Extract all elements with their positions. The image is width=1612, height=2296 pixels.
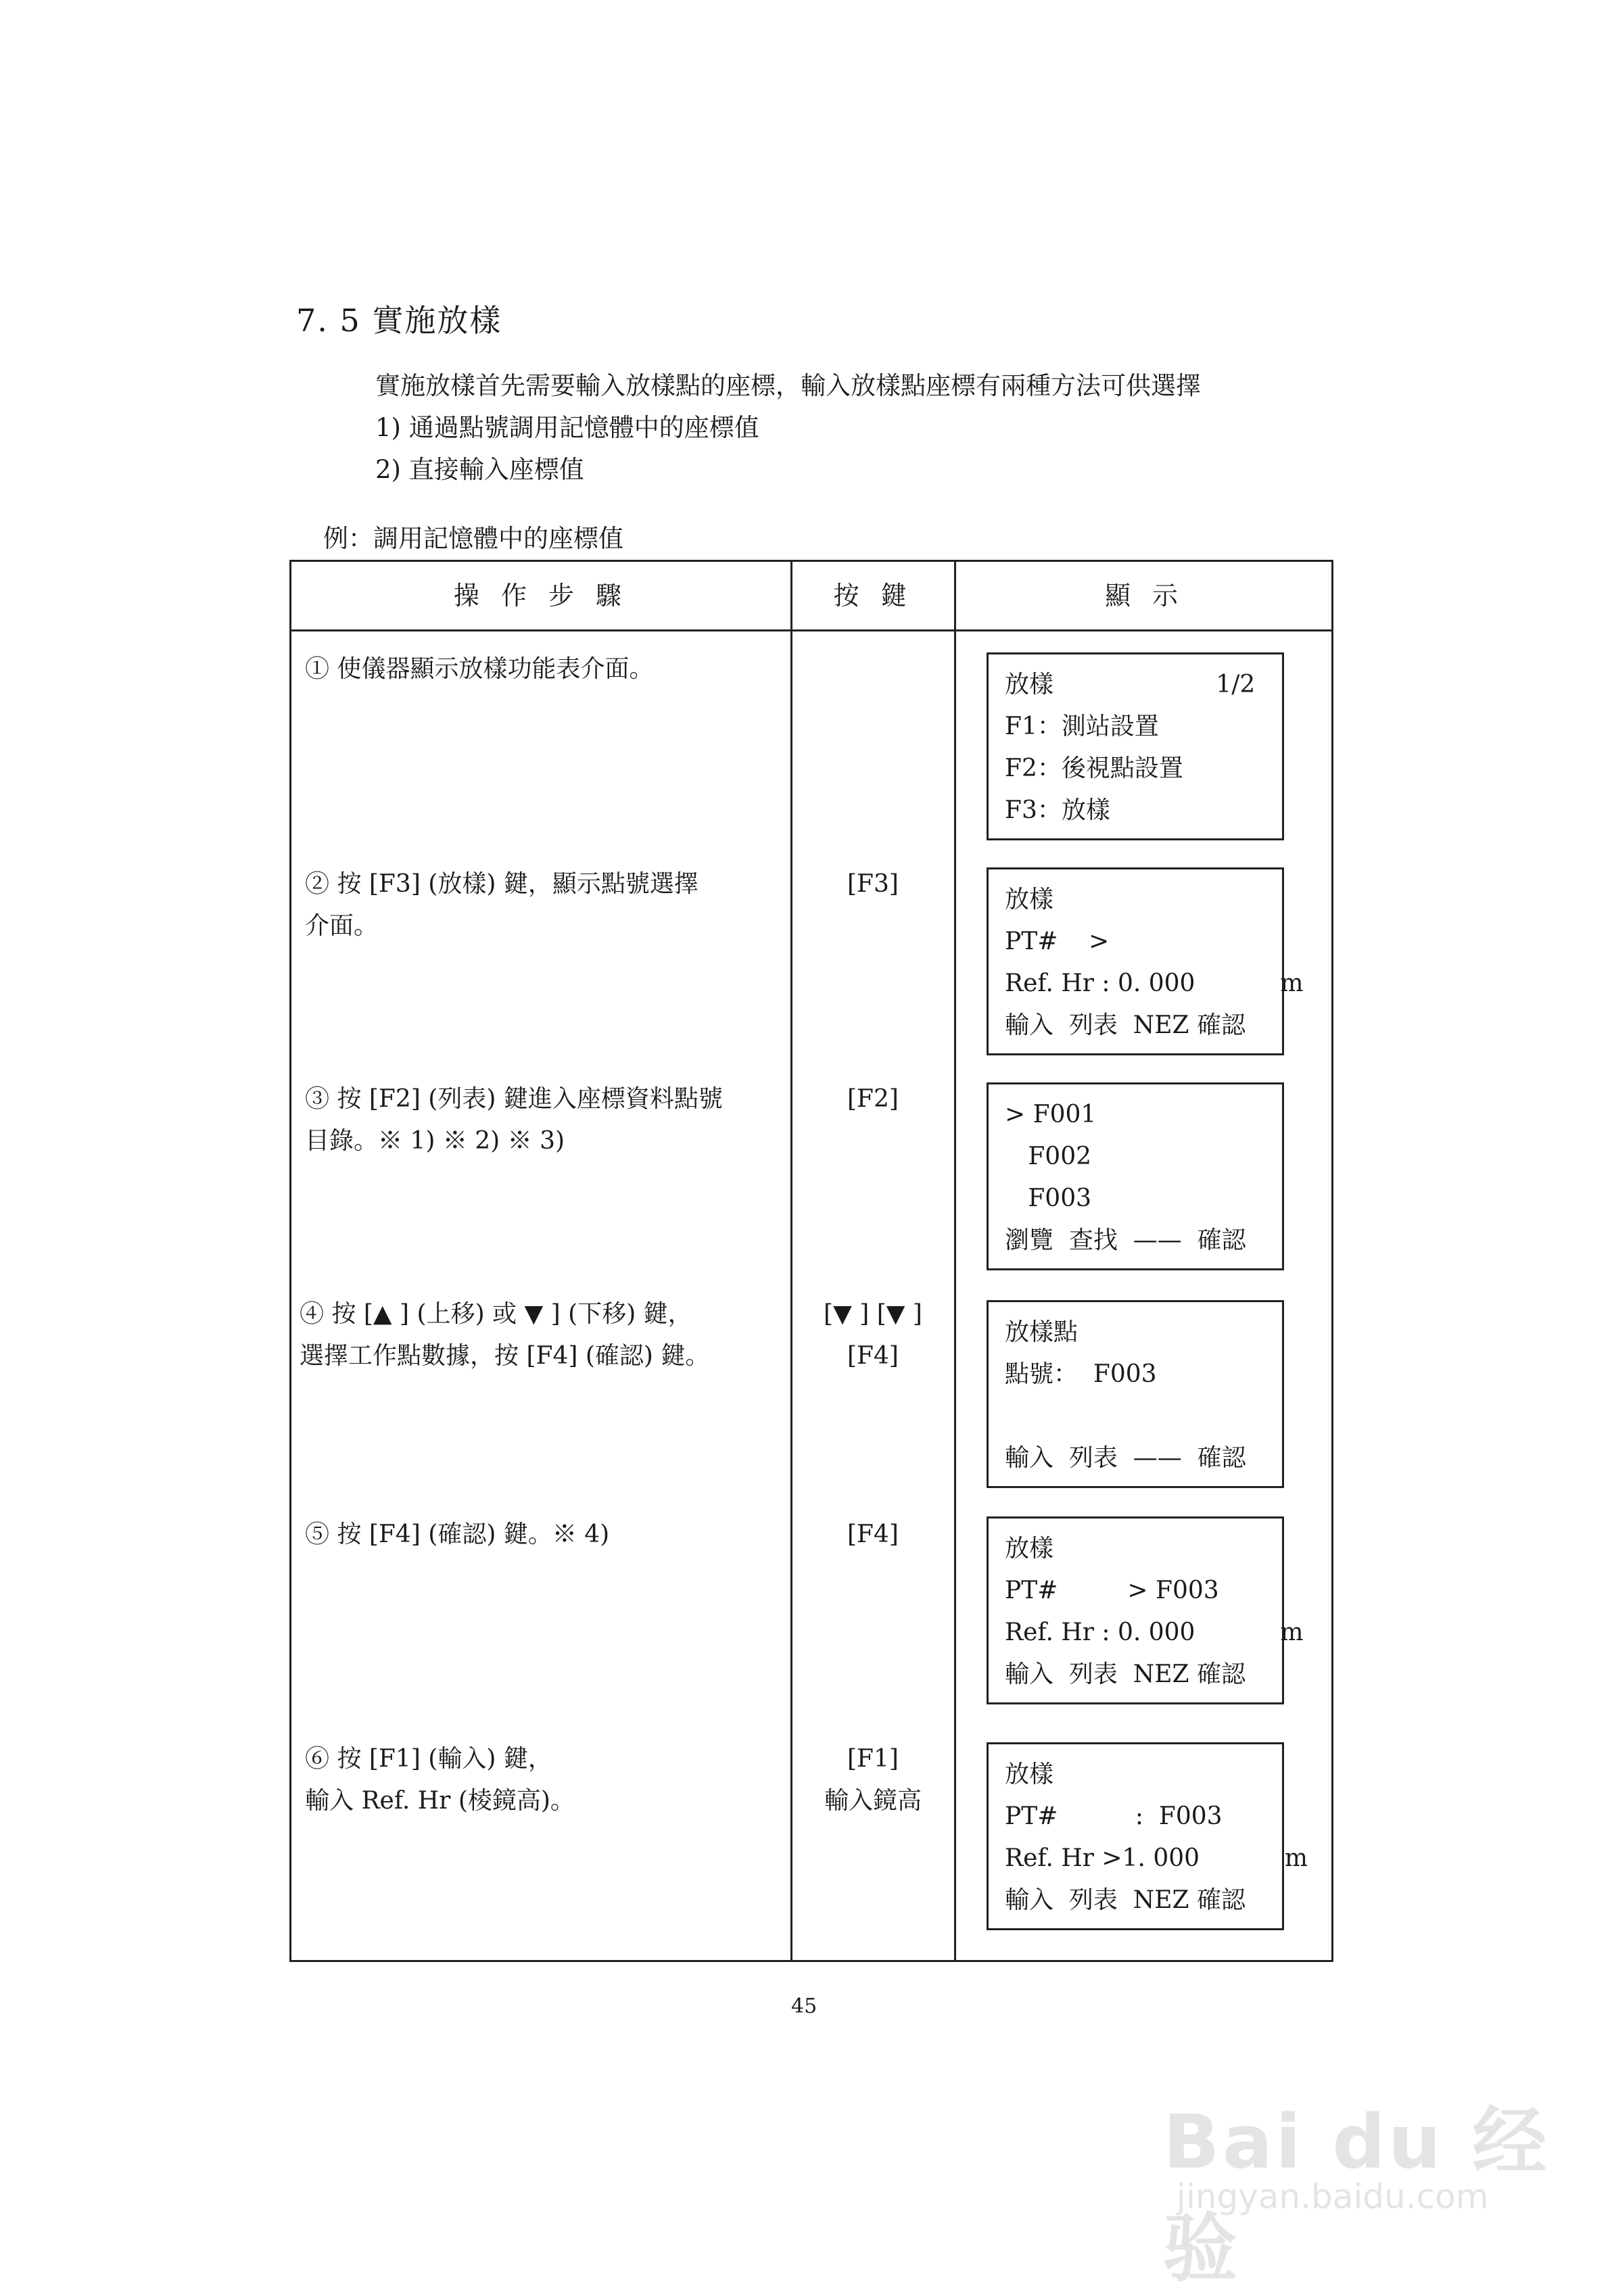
- intro-text: [375, 365, 1201, 491]
- screen-1: [987, 652, 1284, 840]
- screen-line: F1：測站設置: [1005, 713, 1159, 740]
- screen-line: F002: [1005, 1143, 1092, 1170]
- screen-line: 放樣: [1005, 1761, 1054, 1788]
- intro-list-item-2: 2) 直接輸入座標值: [375, 455, 584, 484]
- table-caption: 例：調用記憶體中的座標值: [323, 524, 623, 553]
- intro-line: 實施放樣首先需要輸入放樣點的座標，輸入放樣點座標有兩種方法可供選擇: [375, 371, 1201, 400]
- procedure-table: [289, 560, 1333, 1962]
- watermark-url: jingyan.baidu.com: [1177, 2177, 1489, 2216]
- screen-2: [987, 867, 1304, 1055]
- screen-line: 放樣點: [1005, 1318, 1078, 1346]
- screen-line: Ref. Hr >1. 000 m: [1005, 1844, 1308, 1872]
- screen-line: > F001: [1005, 1101, 1097, 1128]
- step-5: [305, 1514, 778, 1556]
- screen-line: 輸入 列表 NEZ 確認: [1005, 1886, 1246, 1914]
- step-2: [305, 863, 778, 947]
- step-1: [305, 648, 778, 690]
- screen-line: 放樣: [1005, 886, 1054, 913]
- key-2: [792, 863, 954, 905]
- screen-5: [987, 1516, 1304, 1704]
- step-line: ④ 按 [▲ ] (上移) 或 ▼ ] (下移) 鍵，: [300, 1300, 692, 1328]
- key-label: [F1]: [847, 1745, 899, 1773]
- step-line: 輸入 Ref. Hr (棱鏡高)。: [305, 1787, 575, 1815]
- step-line: 介面。: [305, 912, 379, 940]
- key-5: [792, 1514, 954, 1556]
- watermark: [1149, 2055, 1555, 2292]
- key-6: [792, 1738, 954, 1822]
- screen-line: Ref. Hr : 0. 000 m: [1005, 970, 1304, 997]
- step-line: 選擇工作點數據，按 [F4] (確認) 鍵。: [300, 1342, 710, 1370]
- step-line: ① 使儀器顯示放樣功能表介面。: [305, 655, 654, 683]
- key-label: [F3]: [847, 870, 899, 898]
- screen-line: 瀏覽 查找 —— 確認: [1005, 1226, 1246, 1254]
- step-line: 目錄。※ 1) ※ 2) ※ 3): [305, 1127, 565, 1155]
- header-keys: 按 鍵: [833, 581, 914, 611]
- header-divider: [291, 629, 1331, 631]
- screen-3: [987, 1082, 1284, 1270]
- key-label: [F4]: [847, 1521, 899, 1548]
- screen-line: 點號： F003: [1005, 1360, 1157, 1388]
- screen-line: 輸入 列表 NEZ 確認: [1005, 1660, 1246, 1688]
- step-line: ② 按 [F3] (放樣) 鍵，顯示點號選擇: [305, 870, 698, 898]
- screen-line: F003: [1005, 1185, 1092, 1212]
- step-line: ⑥ 按 [F1] (輸入) 鍵，: [305, 1745, 552, 1773]
- screen-line: Ref. Hr : 0. 000 m: [1005, 1619, 1304, 1646]
- screen-line: 放樣 1/2: [1005, 671, 1256, 698]
- step-line: ③ 按 [F2] (列表) 鍵進入座標資料點號: [305, 1085, 723, 1113]
- page-number: 45: [791, 1994, 817, 2018]
- key-label: [▼ ] [▼ ]: [824, 1300, 922, 1328]
- section-title: 7. 5 實施放樣: [296, 302, 502, 339]
- key-label: [F4]: [847, 1342, 899, 1370]
- screen-line: F2：後視點設置: [1005, 755, 1183, 782]
- screen-line: PT# >: [1005, 928, 1110, 955]
- screen-line: 放樣: [1005, 1535, 1054, 1562]
- step-4: [300, 1293, 773, 1377]
- screen-line: [1005, 1395, 1282, 1437]
- key-label: [F2]: [847, 1085, 899, 1113]
- screen-line: 輸入 列表 NEZ 確認: [1005, 1011, 1246, 1039]
- intro-list-item-1: 1) 通過點號調用記憶體中的座標值: [375, 413, 759, 442]
- column-divider: [954, 562, 956, 1960]
- screen-line: F3：放樣: [1005, 796, 1110, 824]
- key-3: [792, 1078, 954, 1120]
- screen-line: PT# > F003: [1005, 1577, 1219, 1604]
- screen-4: [987, 1300, 1284, 1488]
- header-steps: 操 作 步 驟: [453, 581, 629, 611]
- screen-line: 輸入 列表 —— 確認: [1005, 1444, 1246, 1472]
- screen-line: PT# : F003: [1005, 1802, 1223, 1830]
- key-4: [792, 1293, 954, 1377]
- screen-6: [987, 1742, 1308, 1930]
- step-line: ⑤ 按 [F4] (確認) 鍵。※ 4): [305, 1521, 610, 1548]
- watermark-brand: Bai du 经验: [1163, 2099, 1550, 2292]
- header-display: 顯 示: [1104, 581, 1185, 611]
- step-3: [305, 1078, 778, 1162]
- step-6: [305, 1738, 778, 1822]
- key-label: 輸入鏡高: [824, 1787, 922, 1815]
